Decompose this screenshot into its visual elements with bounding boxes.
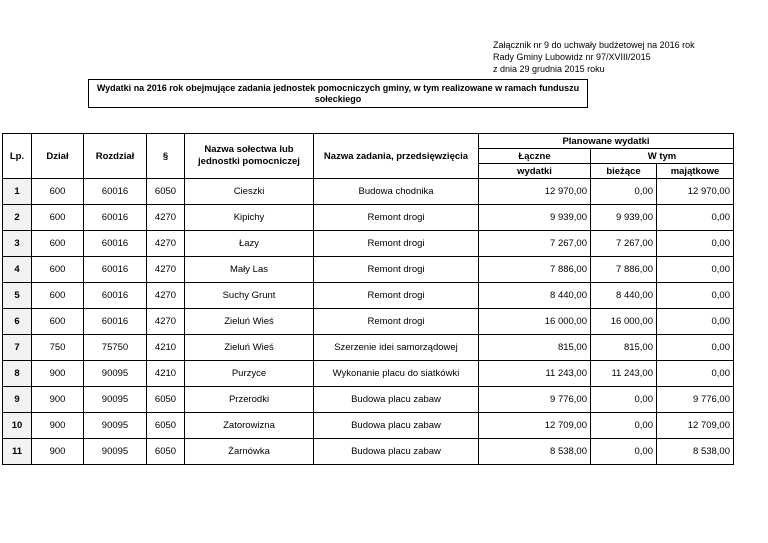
table-row	[3, 335, 734, 361]
rozdzial-cell: 60016	[84, 257, 147, 283]
solectwo-cell: Zieluń Wieś	[185, 309, 314, 335]
dzial-cell: 600	[32, 283, 84, 309]
paragraf-cell: 6050	[147, 179, 185, 205]
header-w-tym: W tym	[591, 149, 734, 164]
biezace-cell: 815,00	[591, 335, 657, 361]
rozdzial-cell: 90095	[84, 413, 147, 439]
biezace-cell: 7 267,00	[591, 231, 657, 257]
dzial-cell: 900	[32, 413, 84, 439]
row-number: 4	[3, 257, 32, 283]
wydatki-cell: 7 886,00	[479, 257, 591, 283]
table-row	[3, 439, 734, 465]
header-lp: Lp.	[3, 134, 32, 179]
header-rozdzial: Rozdział	[84, 134, 147, 179]
solectwo-cell: Łazy	[185, 231, 314, 257]
paragraf-cell: 4270	[147, 257, 185, 283]
table-row	[3, 257, 734, 283]
paragraf-cell: 4210	[147, 361, 185, 387]
paragraf-cell: 4270	[147, 309, 185, 335]
biezace-cell: 0,00	[591, 413, 657, 439]
rozdzial-cell: 90095	[84, 387, 147, 413]
dzial-cell: 900	[32, 361, 84, 387]
biezace-cell: 16 000,00	[591, 309, 657, 335]
solectwo-cell: Purzyce	[185, 361, 314, 387]
row-number: 7	[3, 335, 32, 361]
biezace-cell: 7 886,00	[591, 257, 657, 283]
zadanie-cell: Remont drogi	[314, 283, 479, 309]
zadanie-cell: Remont drogi	[314, 257, 479, 283]
zadanie-cell: Budowa placu zabaw	[314, 413, 479, 439]
solectwo-cell: Cieszki	[185, 179, 314, 205]
solectwo-cell: Kipichy	[185, 205, 314, 231]
table-body	[3, 179, 734, 465]
zadanie-cell: Remont drogi	[314, 231, 479, 257]
rozdzial-cell: 60016	[84, 231, 147, 257]
header-nazwa-zadania: Nazwa zadania, przedsięwzięcia	[314, 134, 479, 179]
table-row	[3, 283, 734, 309]
paragraf-cell: 6050	[147, 387, 185, 413]
wydatki-cell: 815,00	[479, 335, 591, 361]
wydatki-cell: 11 243,00	[479, 361, 591, 387]
annex-line-3: z dnia 29 grudnia 2015 roku	[493, 64, 605, 74]
biezace-cell: 0,00	[591, 387, 657, 413]
zadanie-cell: Remont drogi	[314, 205, 479, 231]
majatkowe-cell: 0,00	[657, 257, 734, 283]
rozdzial-cell: 60016	[84, 309, 147, 335]
majatkowe-cell: 9 776,00	[657, 387, 734, 413]
rozdzial-cell: 60016	[84, 205, 147, 231]
majatkowe-cell: 0,00	[657, 309, 734, 335]
row-number: 9	[3, 387, 32, 413]
paragraf-cell: 4270	[147, 231, 185, 257]
zadanie-cell: Wykonanie placu do siatkówki	[314, 361, 479, 387]
majatkowe-cell: 0,00	[657, 361, 734, 387]
dzial-cell: 600	[32, 309, 84, 335]
paragraf-cell: 4270	[147, 283, 185, 309]
majatkowe-cell: 12 709,00	[657, 413, 734, 439]
header-majatkowe: majątkowe	[657, 164, 734, 179]
biezace-cell: 0,00	[591, 179, 657, 205]
row-number: 1	[3, 179, 32, 205]
dzial-cell: 600	[32, 231, 84, 257]
row-number: 8	[3, 361, 32, 387]
dzial-cell: 600	[32, 257, 84, 283]
wydatki-cell: 9 776,00	[479, 387, 591, 413]
solectwo-cell: Zieluń Wieś	[185, 335, 314, 361]
header-wydatki: wydatki	[479, 164, 591, 179]
solectwo-cell: Mały Las	[185, 257, 314, 283]
table-row	[3, 205, 734, 231]
rozdzial-cell: 60016	[84, 283, 147, 309]
row-number: 5	[3, 283, 32, 309]
table-row	[3, 179, 734, 205]
zadanie-cell: Budowa placu zabaw	[314, 439, 479, 465]
table-row	[3, 231, 734, 257]
header-planowane-wydatki: Planowane wydatki	[479, 134, 734, 149]
wydatki-cell: 8 440,00	[479, 283, 591, 309]
paragraf-cell: 4210	[147, 335, 185, 361]
table-row	[3, 387, 734, 413]
majatkowe-cell: 8 538,00	[657, 439, 734, 465]
row-number: 11	[3, 439, 32, 465]
dzial-cell: 600	[32, 179, 84, 205]
solectwo-cell: Suchy Grunt	[185, 283, 314, 309]
wydatki-cell: 7 267,00	[479, 231, 591, 257]
header-paragraf: §	[147, 134, 185, 179]
annex-line-2: Rady Gminy Lubowidz nr 97/XVIII/2015	[493, 52, 651, 62]
row-number: 6	[3, 309, 32, 335]
table-row	[3, 309, 734, 335]
expenditure-table	[2, 133, 734, 465]
dzial-cell: 600	[32, 205, 84, 231]
zadanie-cell: Remont drogi	[314, 309, 479, 335]
rozdzial-cell: 90095	[84, 361, 147, 387]
header-laczne: Łączne	[479, 149, 591, 164]
solectwo-cell: Przerodki	[185, 387, 314, 413]
wydatki-cell: 16 000,00	[479, 309, 591, 335]
biezace-cell: 11 243,00	[591, 361, 657, 387]
majatkowe-cell: 12 970,00	[657, 179, 734, 205]
annex-line-1: Załącznik nr 9 do uchwały budżetowej na 2016 rok	[493, 40, 695, 50]
majatkowe-cell: 0,00	[657, 205, 734, 231]
zadanie-cell: Budowa chodnika	[314, 179, 479, 205]
biezace-cell: 0,00	[591, 439, 657, 465]
document-title: Wydatki na 2016 rok obejmujące zadania jednostek pomocniczych gminy, w tym realizowane w ramach funduszu sołeckiego	[88, 79, 588, 108]
solectwo-cell: Żarnówka	[185, 439, 314, 465]
solectwo-cell: Zatorowizna	[185, 413, 314, 439]
dzial-cell: 900	[32, 439, 84, 465]
biezace-cell: 8 440,00	[591, 283, 657, 309]
table-row	[3, 361, 734, 387]
dzial-cell: 750	[32, 335, 84, 361]
annex-note	[493, 39, 695, 75]
wydatki-cell: 8 538,00	[479, 439, 591, 465]
dzial-cell: 900	[32, 387, 84, 413]
header-nazwa-solectwa: Nazwa sołectwa lub jednostki pomocniczej	[185, 134, 314, 179]
row-number: 3	[3, 231, 32, 257]
majatkowe-cell: 0,00	[657, 231, 734, 257]
wydatki-cell: 9 939,00	[479, 205, 591, 231]
paragraf-cell: 6050	[147, 413, 185, 439]
row-number: 10	[3, 413, 32, 439]
wydatki-cell: 12 970,00	[479, 179, 591, 205]
rozdzial-cell: 90095	[84, 439, 147, 465]
paragraf-cell: 6050	[147, 439, 185, 465]
row-number: 2	[3, 205, 32, 231]
wydatki-cell: 12 709,00	[479, 413, 591, 439]
rozdzial-cell: 75750	[84, 335, 147, 361]
table-row	[3, 413, 734, 439]
paragraf-cell: 4270	[147, 205, 185, 231]
biezace-cell: 9 939,00	[591, 205, 657, 231]
majatkowe-cell: 0,00	[657, 335, 734, 361]
zadanie-cell: Budowa placu zabaw	[314, 387, 479, 413]
header-biezace: bieżące	[591, 164, 657, 179]
header-dzial: Dział	[32, 134, 84, 179]
rozdzial-cell: 60016	[84, 179, 147, 205]
majatkowe-cell: 0,00	[657, 283, 734, 309]
zadanie-cell: Szerzenie idei samorządowej	[314, 335, 479, 361]
